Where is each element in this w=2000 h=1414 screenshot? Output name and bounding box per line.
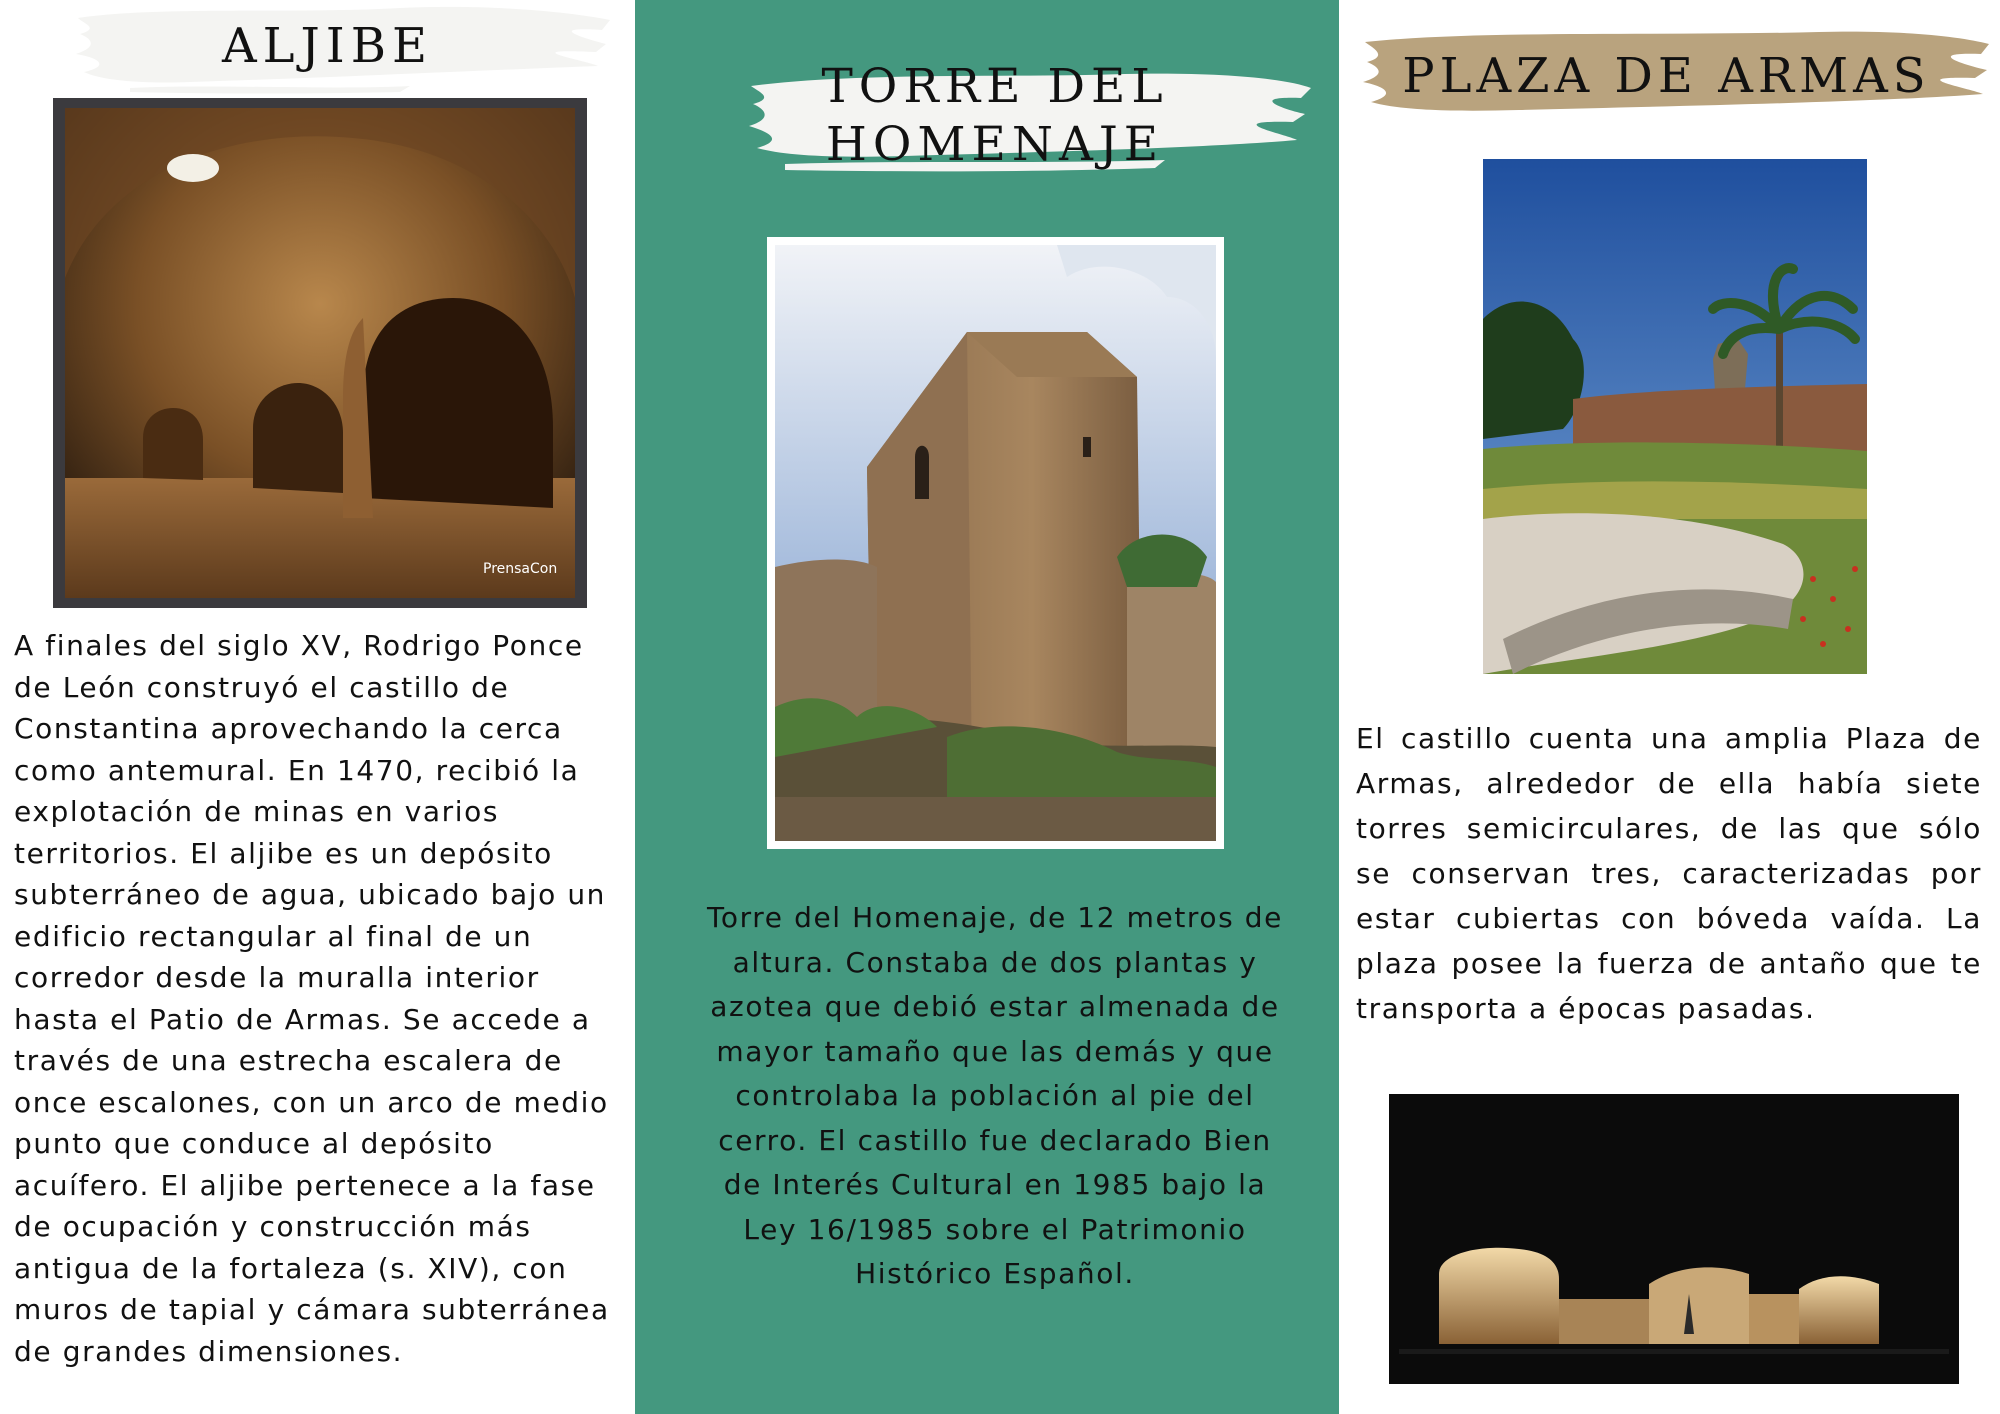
castle-night-illustration	[1389, 1094, 1959, 1384]
title-torre-line2: HOMENAJE	[825, 117, 1165, 172]
photo-castle-night	[1389, 1094, 1959, 1384]
photo-torre-homenaje	[767, 237, 1224, 849]
title-torre	[725, 58, 1265, 174]
title-aljibe: ALJIBE	[221, 18, 434, 74]
photo-aljibe-cistern	[53, 98, 587, 608]
panel-torre	[635, 0, 1339, 1414]
text-aljibe: A finales del siglo XV, Rodrigo Ponce de León construyó el castillo de Constantina aprovechando la cerca como antemural. En 1470, recibió la explotación de minas en varios territorios. El aljibe es un depósito subterráneo de agua, ubicado bajo un edificio rectangular al final de un corredor desde la muralla interior hasta el Patio de Armas. Se accede a través de una estrecha escalera de once escalones, con un arco de medio punto que conduce al depósito acuífero. El aljibe pertenece a la fase de ocupación y construcción más antigua de la fortaleza (s. XIV), con muros de tapial y cámara subterránea de grandes dimensiones.	[14, 629, 610, 1368]
text-torre: Torre del Homenaje, de 12 metros de altura. Constaba de dos plantas y azotea que debió estar almenada de mayor tamaño que las demás y que controlaba la población al pie del cerro. El castillo fue declarado Bien de Interés Cultural en 1985 bajo la Ley 16/1985 sobre el Patrimonio Histórico Español.	[706, 901, 1284, 1290]
title-plaza: PLAZA DE ARMAS	[1402, 48, 1931, 104]
text-plaza: El castillo cuenta una amplia Plaza de Armas, alrededor de ella había siete torres semicirculares, de las que sólo se conservan tres, caracterizadas por estar cubiertas con bóveda vaída. La plaza posee la fuerza de antaño que te transporta a épocas pasadas.	[1356, 722, 1982, 1025]
title-torre-line1: TORRE DEL	[821, 59, 1169, 114]
cistern-illustration	[53, 98, 587, 608]
photo-watermark: PrensaCon	[483, 561, 558, 577]
tower-illustration	[767, 237, 1224, 849]
photo-plaza-de-armas	[1483, 159, 1867, 674]
panel-plaza	[1339, 0, 2000, 1414]
panel-aljibe	[0, 0, 635, 1414]
plaza-illustration	[1483, 159, 1867, 674]
